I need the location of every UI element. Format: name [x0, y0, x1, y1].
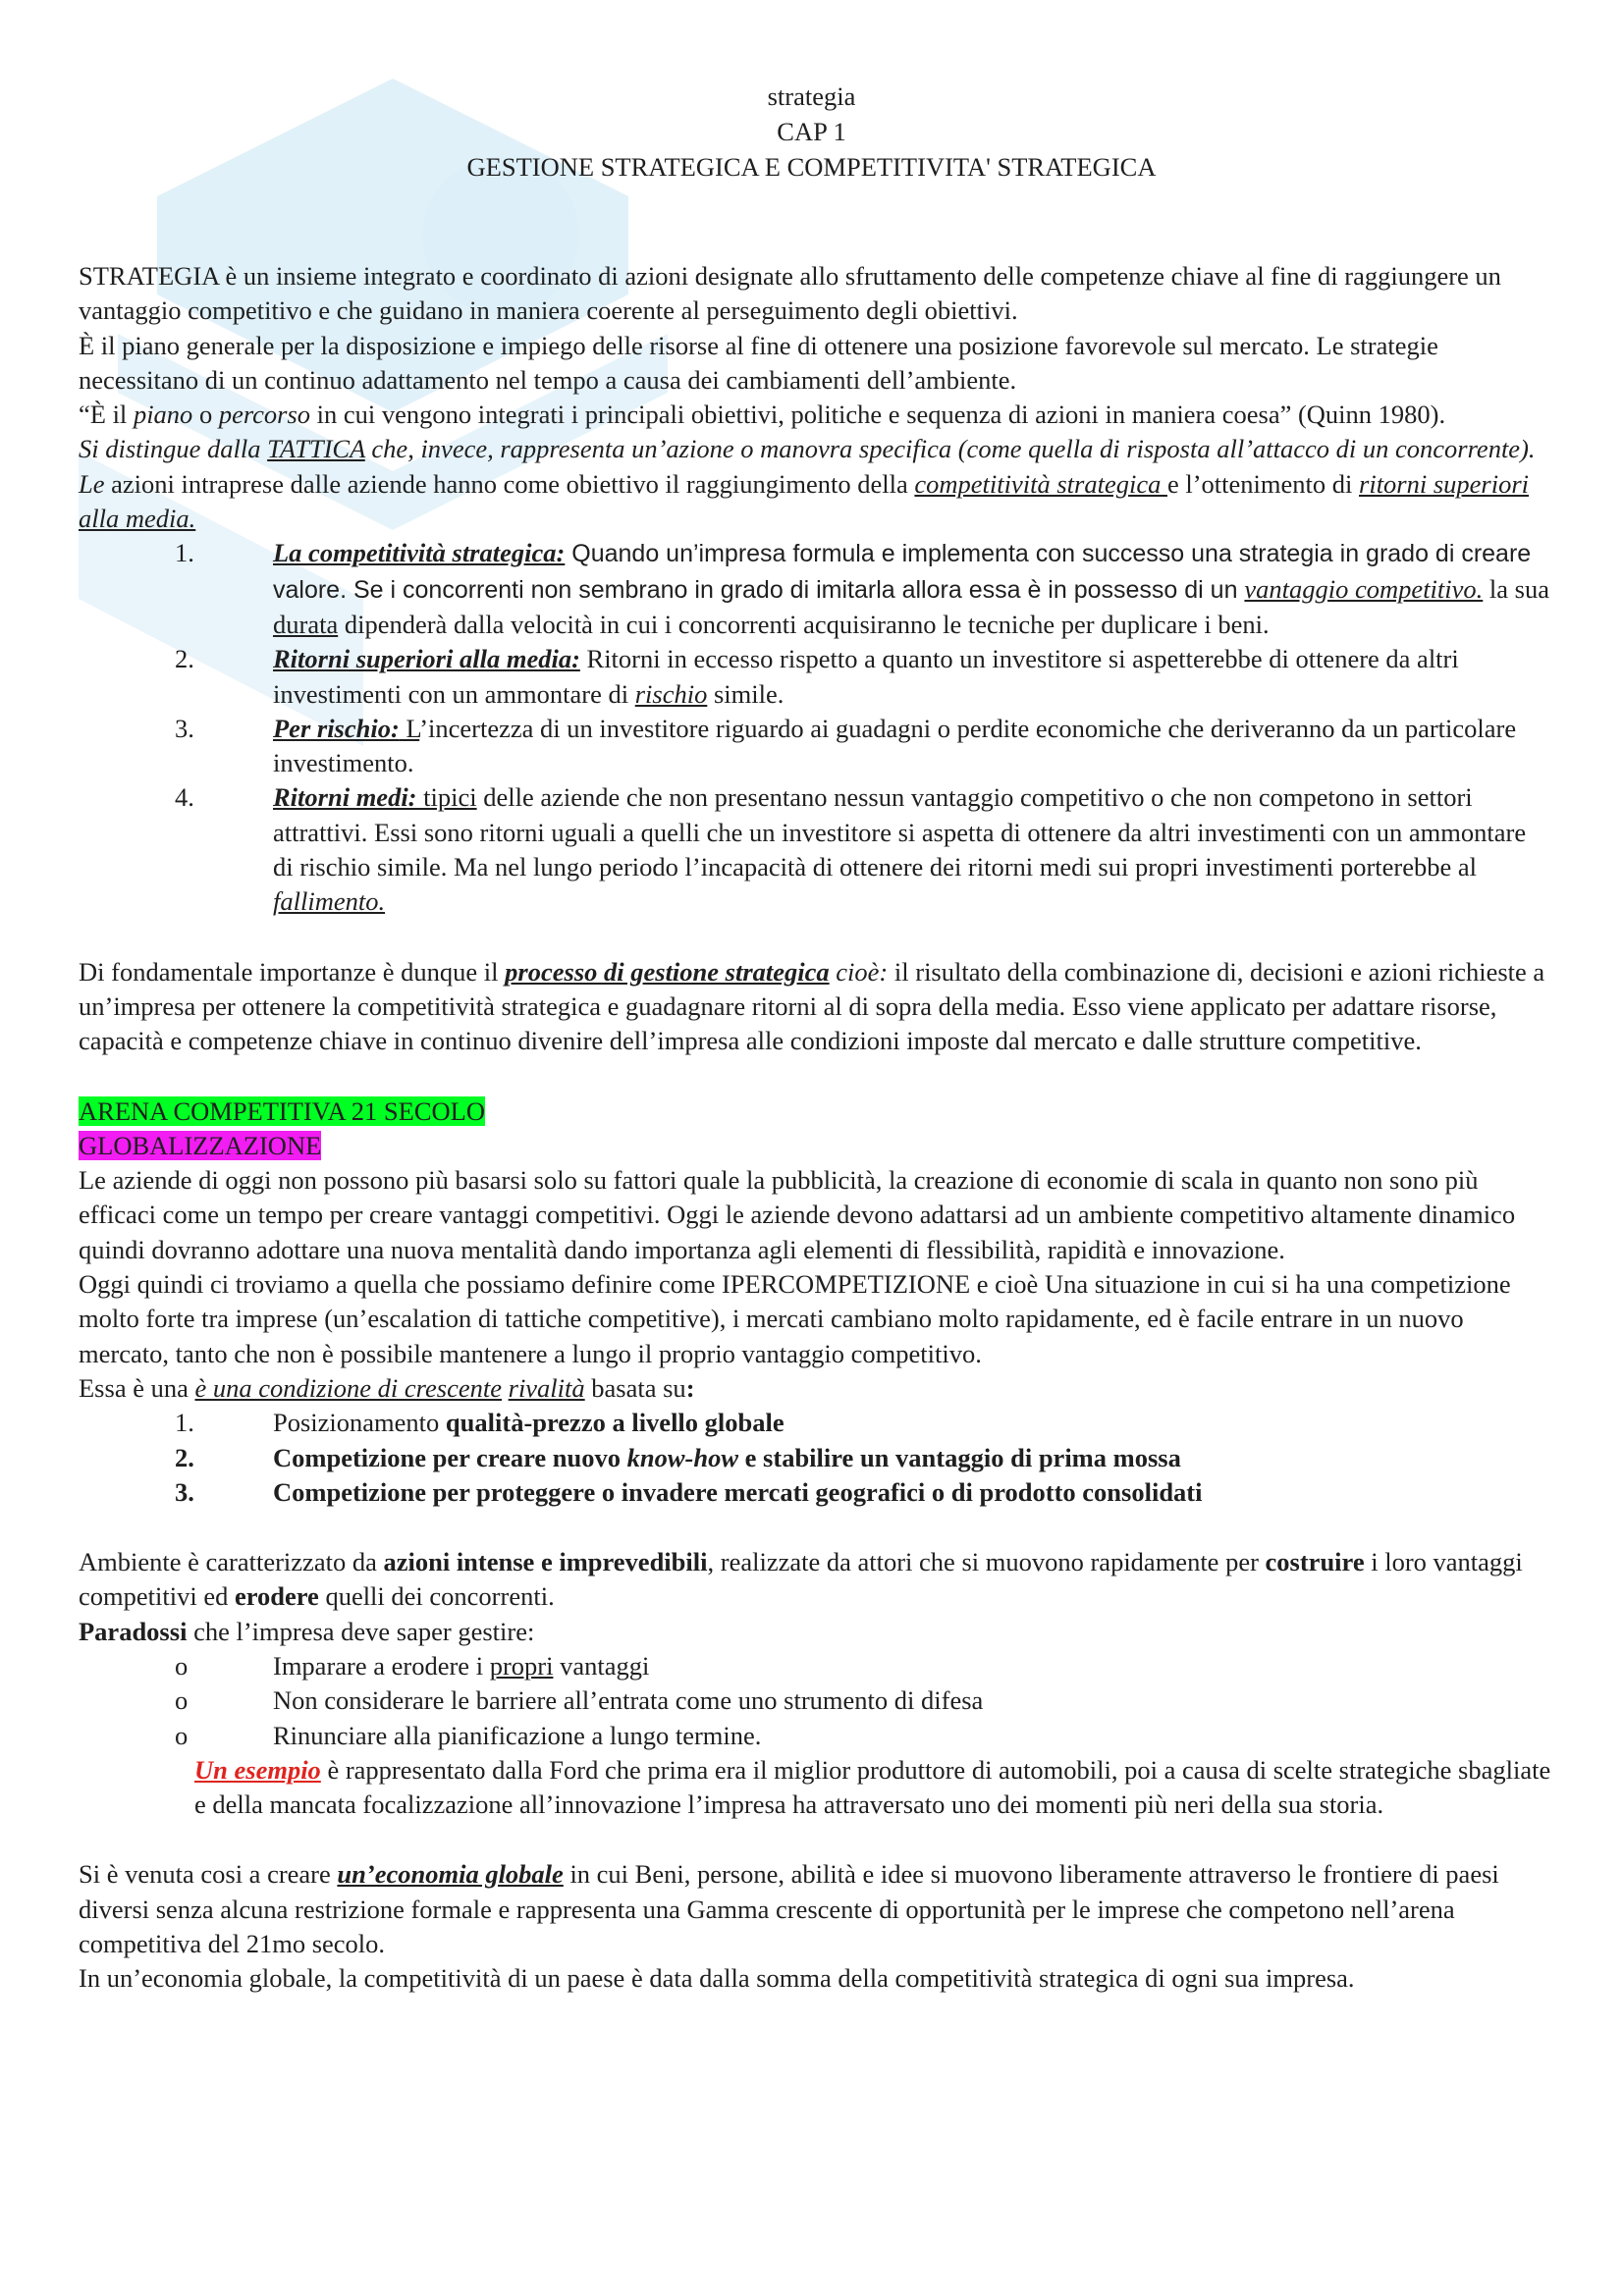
- paragraph-ipercompetizione: Oggi quindi ci troviamo a quella che possiamo definire come IPERCOMPETIZIONE e cioè Una situazione in cui si ha una competizione molto forte tra imprese (un’escalation di tattiche competitive), i mercati cambiano molto rapidamente, ed è facile entrare in un nuovo mercato, tanto che non è possibile mantenere a lungo il proprio vantaggio competitivo.: [79, 1269, 1511, 1368]
- page-header: [0, 79, 1623, 185]
- list-item: 4. Ritorni medi: tipici delle aziende che non presentano nessun vantaggio competitivo o che non competono in settori attrattivi. Essi sono ritorni uguali a quelli che un investitore si aspetta di ottenere da altri investimenti con un ammontare di rischio simile. Ma nel lungo periodo l’incapacità di ottenere dei ritorni medi sui propri investimenti porterebbe al fallimento.: [175, 782, 1527, 917]
- doc-label: strategia: [767, 81, 856, 111]
- paragraph-piano-generale: È il piano generale per la disposizione e impiego delle risorse al fine di ottenere una posizione favorevole sul mercato. Le strategie necessitano di un continuo adattamento nel tempo a causa dei cambiamenti dell’ambiente.: [79, 330, 1438, 395]
- chapter-number: CAP 1: [777, 117, 846, 146]
- paragraph-ambiente: Ambiente è caratterizzato da azioni intense e imprevedibili, realizzate da attori che si muovono rapidamente per costruire i loro vantaggi competitivi ed erodere quelli dei concorrenti.: [79, 1547, 1523, 1612]
- paragraph-rivalita: Essa è una è una condizione di crescente rivalità basata su:: [79, 1372, 695, 1403]
- list-item: 2. Ritorni superiori alla media: Ritorni in eccesso rispetto a quanto un investitore si aspetterebbe di ottenere da altri investimenti con un ammontare di rischio simile.: [175, 644, 1459, 709]
- rivalry-list: [79, 1406, 1551, 1510]
- list-item: o Non considerare le barriere all’entrata come uno strumento di difesa: [79, 1683, 1551, 1718]
- list-item: o Imparare a erodere i propri vantaggi: [79, 1649, 1551, 1683]
- chapter-title: GESTIONE STRATEGICA E COMPETITIVITA' STRATEGICA: [466, 152, 1157, 182]
- list-item: 2. Competizione per creare nuovo know-how e stabilire un vantaggio di prima mossa: [175, 1442, 1181, 1472]
- bullet-icon: o: [175, 1650, 189, 1681]
- bullet-icon: o: [175, 1720, 189, 1750]
- list-item: 1. Posizionamento qualità-prezzo a livello globale: [175, 1408, 784, 1438]
- list-item: 3. Per rischio: L’incertezza di un investitore riguardo ai guadagni o perdite economiche che deriveranno da un particolare investimento.: [175, 713, 1517, 778]
- bullet-icon: o: [175, 1685, 189, 1716]
- paragraph-economia-globale: Si è venuta cosi a creare un’economia globale in cui Beni, persone, abilità e idee si muovono liberamente attraverso le frontiere di paesi diversi senza alcuna restrizione formale e rappresenta una Gamma crescente di opportunità per le imprese che competono nell’arena competitiva del 21mo secolo.: [79, 1859, 1499, 1959]
- paragraph-strategia-definition: STRATEGIA è un insieme integrato e coordinato di azioni designate allo sfruttamento delle competenze chiave al fine di raggiungere un vantaggio competitivo e che guidano in maniera coerente al perseguimento degli obiettivi.: [79, 261, 1501, 326]
- paragraph-quinn-quote: “È il piano o percorso in cui vengono integrati i principali obiettivi, politiche e sequenza di azioni in maniera coesa” (Quinn 1980).: [79, 400, 1446, 430]
- paragraph-competitivita-paese: In un’economia globale, la competitività di un paese è data dalla somma della competitività strategica di ogni sua impresa.: [79, 1963, 1355, 1994]
- paragraph-obiettivi: Le azioni intraprese dalle aziende hanno come obiettivo il raggiungimento della competitività strategica e l’ottenimento di ritorni superiori alla media.: [79, 468, 1530, 534]
- paragraph-processo-gestione: Di fondamentale importanze è dunque il processo di gestione strategica cioè: il risultato della combinazione di, decisioni e azioni richieste a un’impresa per ottenere la competitività strategica e guadagnare ritorni al di sopra della media. Esso viene applicato per adattare risorse, capacità e competenze chiave in continuo divenire dell’impresa alle condizioni imposte dal mercato e dalle strutture competitive.: [79, 956, 1545, 1056]
- paragraph-esempio-ford: Un esempio è rappresentato dalla Ford che prima era il miglior produttore di automobili, poi a causa di scelte strategiche sbagliate e della mancata focalizzazione all’innovazione l’impresa ha attraversato uno dei momenti più neri della sua storia.: [194, 1754, 1551, 1820]
- heading-globalizzazione: GLOBALIZZAZIONE: [79, 1130, 322, 1160]
- paragraph-aziende-oggi: Le aziende di oggi non possono più basarsi solo su fattori quale la pubblicità, la creazione di economie di scala in quanto non sono più efficaci come un tempo per creare vantaggi competitivi. Oggi le aziende devono adattarsi ad un ambiente competitivo altamente dinamico quindi dovranno adottare una nuova mentalità dando importanza agli elementi di flessibilità, rapidità e innovazione.: [79, 1165, 1516, 1264]
- list-item: 1. La competitività strategica: Quando un’impresa formula e implementa con successo una strategia in grado di creare valore. Se i concorrenti non sembrano in grado di imitarla allora essa è in possesso di un vantaggio competitivo. la sua durata dipenderà dalla velocità in cui i concorrenti acquisiranno le tecniche per duplicare i beni.: [175, 538, 1549, 639]
- list-item: 3. Competizione per proteggere o invadere mercati geografici o di prodotto consolidati: [175, 1476, 1203, 1507]
- paragraph-tattica: Si distingue dalla TATTICA che, invece, rappresenta un’azione o manovra specifica (come quella di risposta all’attacco di un concorrente).: [79, 434, 1536, 464]
- paragraph-paradossi: Paradossi che l’impresa deve saper gestire:: [79, 1616, 535, 1646]
- list-item: o Rinunciare alla pianificazione a lungo termine.: [79, 1719, 1551, 1753]
- paradox-list: [79, 1649, 1551, 1753]
- definitions-list: [79, 536, 1551, 919]
- heading-arena: ARENA COMPETITIVA 21 SECOLO: [79, 1095, 485, 1126]
- document-body: [79, 259, 1551, 1997]
